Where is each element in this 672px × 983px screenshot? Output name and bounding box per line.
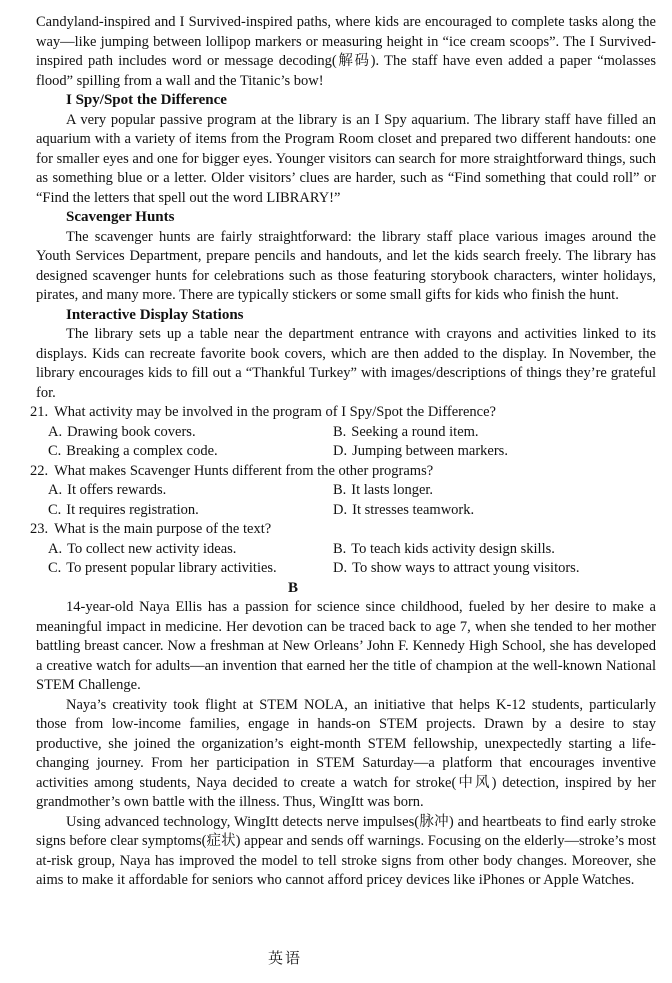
question-21-option-a xyxy=(48,423,333,443)
question-23 xyxy=(30,520,656,579)
option-text: It offers rewards. xyxy=(67,482,167,498)
option-text: Jumping between markers. xyxy=(352,443,508,459)
question-22-option-a xyxy=(48,481,333,501)
question-23-options xyxy=(48,540,656,579)
question-22-number: 22. xyxy=(30,462,49,479)
section-paragraph-interactive-display-stations: The library sets up a table near the department entrance with crayons and activities linked to its displays. Kids can recreate favorite book covers, which are then added to the display. In November, the library encourages kids to fill out a “Thankful Turkey” with images/descriptions of things they’re grateful for. xyxy=(36,326,656,401)
question-23-option-a xyxy=(48,540,333,560)
question-21-option-d xyxy=(333,442,656,462)
option-text: It requires registration. xyxy=(66,501,199,518)
part-b-paragraph-1: 14-year-old Naya Ellis has a passion for science since childhood, fueled by her desire to make a meaningful impact in medicine. Her devotion can be traced back to age 7, when she tended to her mother battling breast cancer. Now a freshman at New Orleans’ John F. Kennedy High School, she has developed a creative watch for adults—an invention that earned her the title of champion at the well-known National STEM Challenge. xyxy=(36,599,656,693)
option-label: D. xyxy=(333,501,348,518)
section-heading-scavenger-hunts: Scavenger Hunts xyxy=(66,209,175,225)
question-21-stem-line xyxy=(30,403,656,423)
option-text: Seeking a round item. xyxy=(351,423,479,440)
question-22-stem-line xyxy=(30,462,656,482)
question-23-option-c xyxy=(48,559,333,579)
option-text: Drawing book covers. xyxy=(67,423,196,440)
question-23-stem: What is the main purpose of the text? xyxy=(54,521,272,537)
option-label: A. xyxy=(48,482,63,498)
option-text: To collect new activity ideas. xyxy=(67,540,237,557)
section-paragraph-i-spy: A very popular passive program at the library is an I Spy aquarium. The library staff have filled an aquarium with a variety of items from the Program Room closet and prepared two different handouts: one for smaller eyes and one for bigger eyes. Younger visitors can search for more straightforward things, such as something blue or a letter. Older visitors’ clues are harder, such as “Find something that could roll” or “Find the letters that spell out the word LIBRARY!” xyxy=(36,111,656,206)
question-21 xyxy=(30,403,656,462)
option-label: D. xyxy=(333,560,348,576)
question-21-option-c xyxy=(48,442,333,462)
section-heading-i-spy: I Spy/Spot the Difference xyxy=(66,92,227,108)
question-22-option-b xyxy=(333,481,656,501)
option-label: A. xyxy=(48,423,63,440)
question-22 xyxy=(30,462,656,521)
part-b-paragraph-2: Naya’s creativity took flight at STEM NOLA, an initiative that helps K-12 students, particularly those from low-income families, engage in hands-on STEM projects. Drawn by a desire to stay productive, she joined the organization’s eight-month STEM fellowship, unexpectedly starting a life-changing journey. From her participation in STEM Saturday—a platform that encourages inventive activities among students, Naya decided to create a watch for stroke(中风) detection, inspired by her grandmother’s own battle with the illness. Thus, WingItt was born. xyxy=(36,696,656,810)
option-text: It stresses teamwork. xyxy=(352,501,475,518)
question-21-option-b xyxy=(333,423,656,443)
question-23-option-d xyxy=(333,559,656,579)
question-21-number: 21. xyxy=(30,404,49,420)
section-heading-interactive-display-stations: Interactive Display Stations xyxy=(66,306,244,323)
option-text: To teach kids activity design skills. xyxy=(351,540,555,557)
option-label: B. xyxy=(333,423,347,440)
option-text: Breaking a complex code. xyxy=(66,443,218,459)
option-text: It lasts longer. xyxy=(351,482,434,498)
option-label: C. xyxy=(48,501,62,518)
section-paragraph-scavenger-hunts: The scavenger hunts are fairly straightforward: the library staff place various images around the Youth Services Department, prepare pencils and handouts, and let the kids search freely. The library has designed scavenger hunts for celebrations such as those featuring storybook characters, winter holidays, pirates, and many more. There are typically stickers or some small gifts for kids who finish the hunt. xyxy=(36,228,656,303)
question-21-options xyxy=(48,423,656,462)
question-22-options xyxy=(48,481,656,520)
option-text: To present popular library activities. xyxy=(66,560,277,576)
option-label: C. xyxy=(48,560,62,576)
option-label: A. xyxy=(48,540,63,557)
part-b-label: B xyxy=(288,579,299,596)
option-label: C. xyxy=(48,443,62,459)
question-22-stem: What makes Scavenger Hunts different from the other programs? xyxy=(54,462,434,479)
part-b-paragraph-3: Using advanced technology, WingItt detects nerve impulses(脉冲) and heartbeats to find early stroke signs before clear symptoms(症状) appear and sends off warnings. Focusing on the elderly—stroke’s most at-risk group, Naya has improved the model to tell stroke signs from other body changes. Moreover, she aims to make it affordable for seniors who cannot afford pricey devices like iPhones or Apple Watches. xyxy=(36,813,656,888)
question-22-option-c xyxy=(48,501,333,521)
option-label: D. xyxy=(333,443,348,459)
question-21-stem: What activity may be involved in the program of I Spy/Spot the Difference? xyxy=(54,404,496,420)
question-23-stem-line xyxy=(30,520,656,540)
question-23-number: 23. xyxy=(30,521,49,537)
page-footer-subject-label: 英语 xyxy=(268,951,303,967)
option-label: B. xyxy=(333,540,347,557)
part-a-continuation-paragraph: Candyland-inspired and I Survived-inspired paths, where kids are encouraged to complete tasks along the way—like jumping between lollipop markers or measuring height in “ice cream scoops”. The I Survived-inspired path includes word or message decoding(解码). The staff have even added a paper “molasses flood” spilling from a wall and the Titanic’s bow! xyxy=(36,14,656,89)
question-23-option-b xyxy=(333,540,656,560)
option-text: To show ways to attract young visitors. xyxy=(352,560,580,576)
option-label: B. xyxy=(333,482,347,498)
question-22-option-d xyxy=(333,501,656,521)
